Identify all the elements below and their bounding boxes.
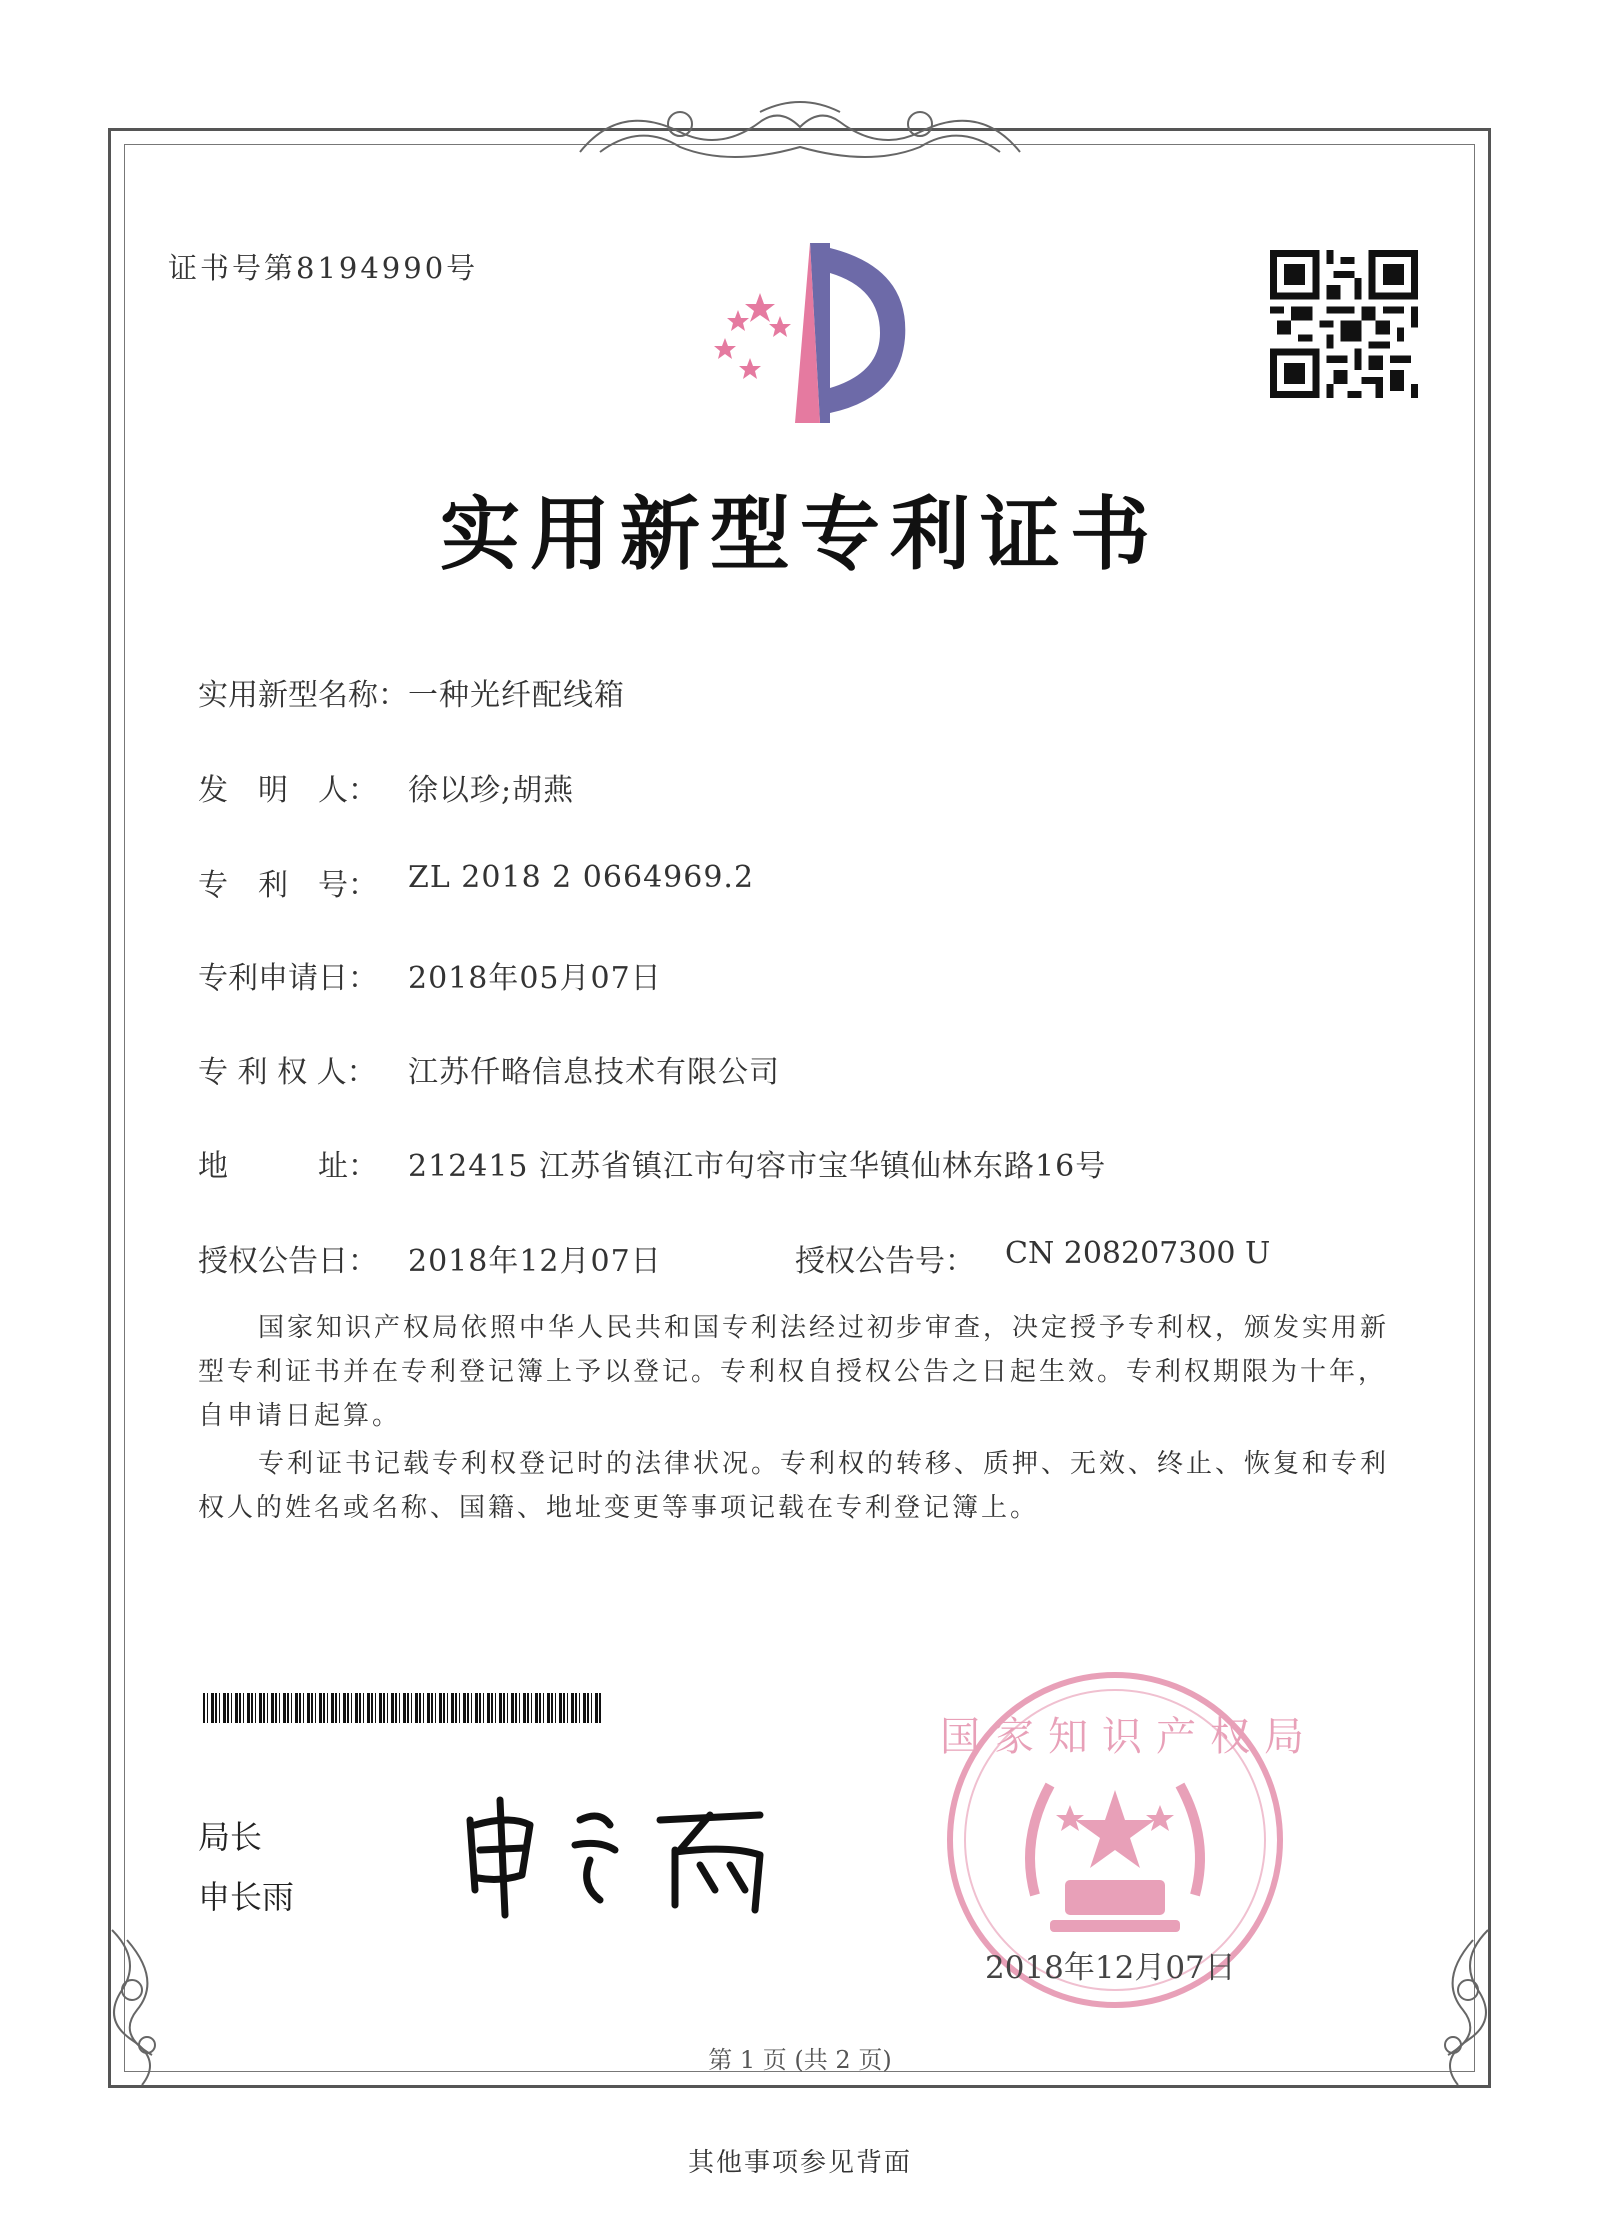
statement-paragraph-2: 专利证书记载专利权登记时的法律状况。专利权的转移、质押、无效、终止、恢复和专利权人的姓名或名称、国籍、地址变更等事项记载在专利登记簿上。	[198, 1449, 1390, 1523]
field-label: 实用新型名称：	[198, 678, 408, 713]
director-title: 局长	[198, 1818, 263, 1856]
field-value: ZL 2018 2 0664969.2	[408, 860, 755, 895]
field-grant-date	[198, 1236, 662, 1280]
field-label: 授权公告号：	[795, 1244, 975, 1279]
field-value: 2018年05月07日	[408, 961, 662, 996]
director-name: 申长雨	[198, 1878, 295, 1916]
field-address	[198, 1141, 1106, 1185]
field-label: 专利申请日：	[198, 961, 378, 996]
field-value: 一种光纤配线箱	[408, 678, 625, 713]
field-label: 授权公告日：	[198, 1244, 378, 1279]
field-patent-number	[198, 860, 754, 904]
seal-text: 国家知识产权局	[940, 1714, 1318, 1760]
footer-note: 其他事项参见背面	[687, 2148, 912, 2178]
seal-date: 2018年12月07日	[985, 1950, 1236, 1986]
field-value: 212415 江苏省镇江市句容市宝华镇仙林东路16号	[408, 1149, 1107, 1184]
certificate-title: 实用新型专利证书	[440, 487, 1160, 581]
field-label: 专 利 号：	[198, 868, 378, 903]
field-utility-model-name	[198, 670, 625, 714]
field-value: 江苏仟略信息技术有限公司	[408, 1055, 780, 1090]
statement-paragraph-1: 国家知识产权局依照中华人民共和国专利法经过初步审查，决定授予专利权，颁发实用新型专利证书并在专利登记簿上予以登记。专利权自授权公告之日起生效。专利权期限为十年，自申请日起算。	[198, 1313, 1390, 1431]
field-value: 2018年12月07日	[408, 1244, 662, 1279]
field-value: CN 208207300 U	[1005, 1236, 1271, 1271]
field-publication-number	[795, 1236, 1270, 1280]
cnipa-logo-icon	[680, 238, 910, 428]
barcode-icon	[203, 1693, 603, 1723]
field-value: 徐以珍;胡燕	[408, 773, 575, 808]
top-ornament-icon	[560, 92, 1040, 172]
certificate-number: 证书号第8194990号	[168, 251, 479, 285]
field-inventors	[198, 765, 574, 809]
page-number: 第 1 页 (共 2 页)	[708, 2046, 892, 2074]
field-patentee	[198, 1047, 780, 1091]
field-label: 专 利 权 人：	[198, 1055, 377, 1090]
qr-code-icon	[1270, 250, 1418, 398]
director-signature-icon	[460, 1790, 800, 1920]
field-label: 发 明 人：	[198, 773, 378, 808]
field-label: 地 址：	[198, 1149, 378, 1184]
field-application-date	[198, 953, 662, 997]
